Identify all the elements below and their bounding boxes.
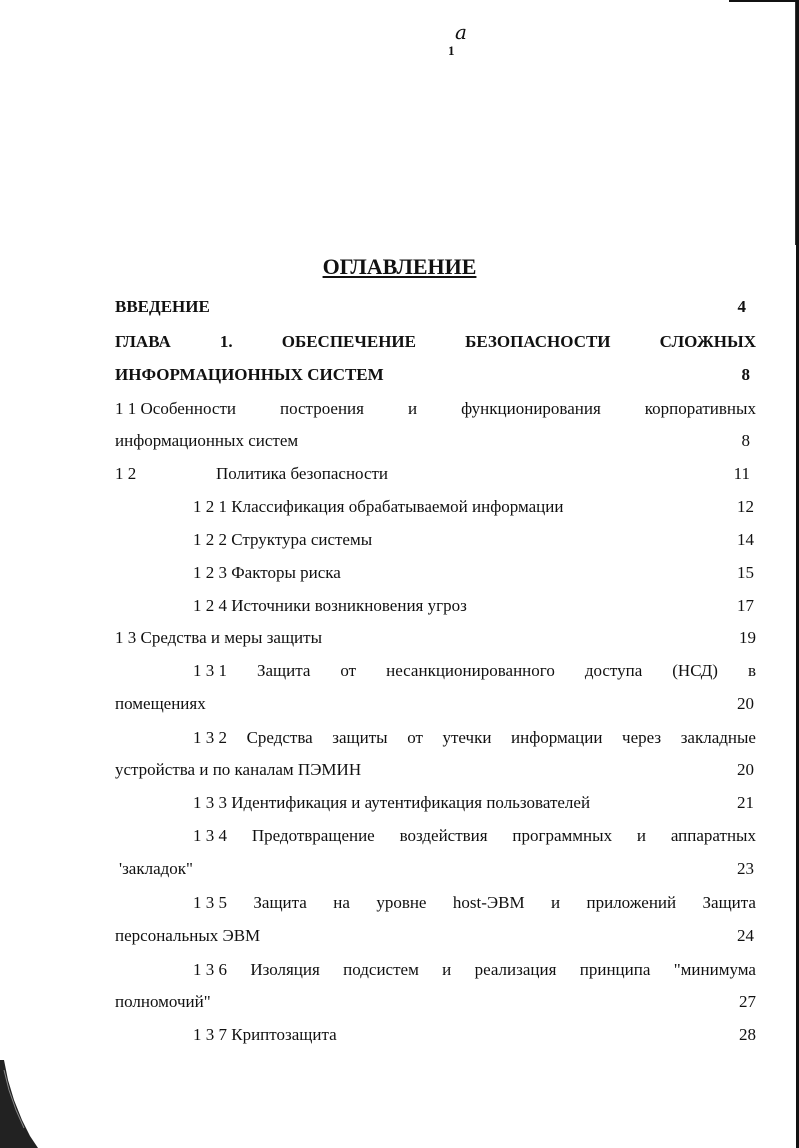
entry-word: ОБЕСПЕЧЕНИЕ [281, 332, 416, 351]
entry-word: реализация [474, 960, 557, 979]
entry-page: 17 [737, 596, 754, 615]
entry-word: функционирования [461, 399, 601, 418]
toc-entry[interactable] [115, 724, 756, 752]
entry-page: 11 [733, 464, 750, 483]
entry-text: помещениях [115, 694, 206, 713]
entry-word: 1 1 Особенности [115, 399, 236, 418]
entry-word: 1 3 2 [193, 728, 227, 747]
entry-number: 1 2 [115, 464, 137, 483]
entry-word: СЛОЖНЫХ [659, 332, 756, 351]
toc-entry[interactable] [115, 526, 756, 554]
entry-word: утечки [442, 728, 492, 747]
entry-page: 21 [737, 793, 754, 812]
entry-word: 1 3 1 [193, 661, 227, 680]
entry-text: 1 2 1 Классификация обрабатываемой информации [193, 497, 564, 516]
entry-word: несанкционированного [386, 661, 555, 680]
entry-word: корпоративных [644, 399, 756, 418]
entry-word: "минимума [673, 960, 756, 979]
toc-entry[interactable] [115, 293, 756, 321]
entry-page: 20 [737, 760, 754, 779]
toc-entry[interactable] [115, 493, 756, 521]
entry-text: персональных ЭВМ [115, 926, 261, 945]
entry-word: от [407, 728, 423, 747]
entry-text: информационных систем [115, 431, 299, 450]
entry-page: 8 [741, 431, 750, 450]
entry-word: уровне [376, 893, 427, 912]
toc-entry-chapter[interactable] [115, 328, 756, 356]
entry-page: 28 [739, 1025, 756, 1044]
entry-text: 1 3 3 Идентификация и аутентификация пользователей [193, 793, 591, 812]
toc-entry[interactable] [115, 956, 756, 984]
toc-entry[interactable] [115, 427, 756, 455]
entry-page: 8 [741, 365, 750, 384]
entry-word: ГЛАВА [115, 332, 171, 351]
toc-entry[interactable] [115, 657, 756, 685]
entry-word: построения [279, 399, 364, 418]
entry-word: защиты [332, 728, 388, 747]
entry-text: Политика безопасности [216, 464, 389, 483]
entry-text: 1 3 7 Криптозащита [193, 1025, 337, 1044]
entry-word: принципа [579, 960, 651, 979]
entry-page: 4 [737, 297, 746, 316]
entry-word: закладные [680, 728, 756, 747]
entry-page: 14 [737, 530, 754, 549]
toc-entry[interactable] [115, 988, 756, 1016]
entry-text: 1 2 2 Структура системы [193, 530, 373, 549]
entry-word: БЕЗОПАСНОСТИ [465, 332, 611, 351]
entry-page: 27 [739, 992, 756, 1011]
toc-entry[interactable] [115, 1021, 756, 1049]
entry-page: 12 [737, 497, 754, 516]
toc-title: ОГЛАВЛЕНИЕ [322, 254, 477, 279]
entry-word: 1 3 6 [193, 960, 227, 979]
entry-word: программных [512, 826, 613, 845]
entry-word: 1 3 5 [193, 893, 227, 912]
entry-word: 1. [219, 332, 233, 351]
entry-text: ВВЕДЕНИЕ [115, 297, 210, 316]
toc-entry[interactable] [115, 922, 756, 950]
toc-entry[interactable] [115, 789, 756, 817]
entry-word: от [340, 661, 357, 680]
toc-entry[interactable] [115, 592, 756, 620]
entry-word: подсистем [343, 960, 419, 979]
entry-text: 1 3 Средства и меры защиты [115, 628, 323, 647]
entry-page: 19 [739, 628, 756, 647]
entry-page: 15 [737, 563, 754, 582]
entry-word: Защита [256, 661, 311, 680]
entry-word: и [550, 893, 561, 912]
toc-entry[interactable] [115, 690, 756, 718]
scan-edge-shadow [795, 0, 796, 245]
entry-word: Средства [246, 728, 313, 747]
toc-entry[interactable] [115, 756, 756, 784]
entry-word: Защита [702, 893, 756, 912]
entry-page: 20 [737, 694, 754, 713]
entry-word: Предотвращение [251, 826, 375, 845]
toc-entry[interactable] [115, 822, 756, 850]
scan-corner [729, 0, 799, 2]
entry-word: и [407, 399, 418, 418]
page-number: 1 [448, 43, 455, 58]
toc-entry[interactable] [115, 361, 756, 389]
entry-word: 1 3 4 [193, 826, 227, 845]
entry-text: полномочий" [115, 992, 211, 1011]
entry-word: Изоляция [250, 960, 320, 979]
toc-entry[interactable] [115, 624, 756, 652]
entry-word: приложений [586, 893, 677, 912]
entry-word: и [636, 826, 647, 845]
entry-word: host-ЭВМ [452, 893, 525, 912]
entry-word: информации [511, 728, 603, 747]
entry-word: Защита [253, 893, 307, 912]
entry-word: на [333, 893, 350, 912]
scan-edge-left [0, 1060, 38, 1148]
toc-entry[interactable] [115, 889, 756, 917]
entry-word: и [442, 960, 452, 979]
entry-page: 24 [737, 926, 754, 945]
entry-page: 23 [737, 859, 754, 878]
toc-entry[interactable] [115, 559, 756, 587]
entry-text: 1 2 3 Факторы риска [193, 563, 341, 582]
entry-word: доступа [584, 661, 643, 680]
handwritten-page-mark: a [455, 20, 467, 44]
toc-entry[interactable] [115, 460, 756, 488]
entry-text: устройства и по каналам ПЭМИН [115, 760, 362, 779]
entry-word: в [747, 661, 756, 680]
entry-word: аппаратных [670, 826, 756, 845]
entry-word: воздействия [399, 826, 488, 845]
entry-text: ИНФОРМАЦИОННЫХ СИСТЕМ [115, 365, 384, 384]
entry-text: 1 2 4 Источники возникновения угроз [193, 596, 467, 615]
entry-word: (НСД) [672, 661, 718, 680]
toc-entry[interactable] [115, 395, 756, 423]
entry-text: 'закладок" [119, 859, 193, 878]
entry-word: через [622, 728, 662, 747]
toc-entry[interactable] [115, 855, 756, 883]
